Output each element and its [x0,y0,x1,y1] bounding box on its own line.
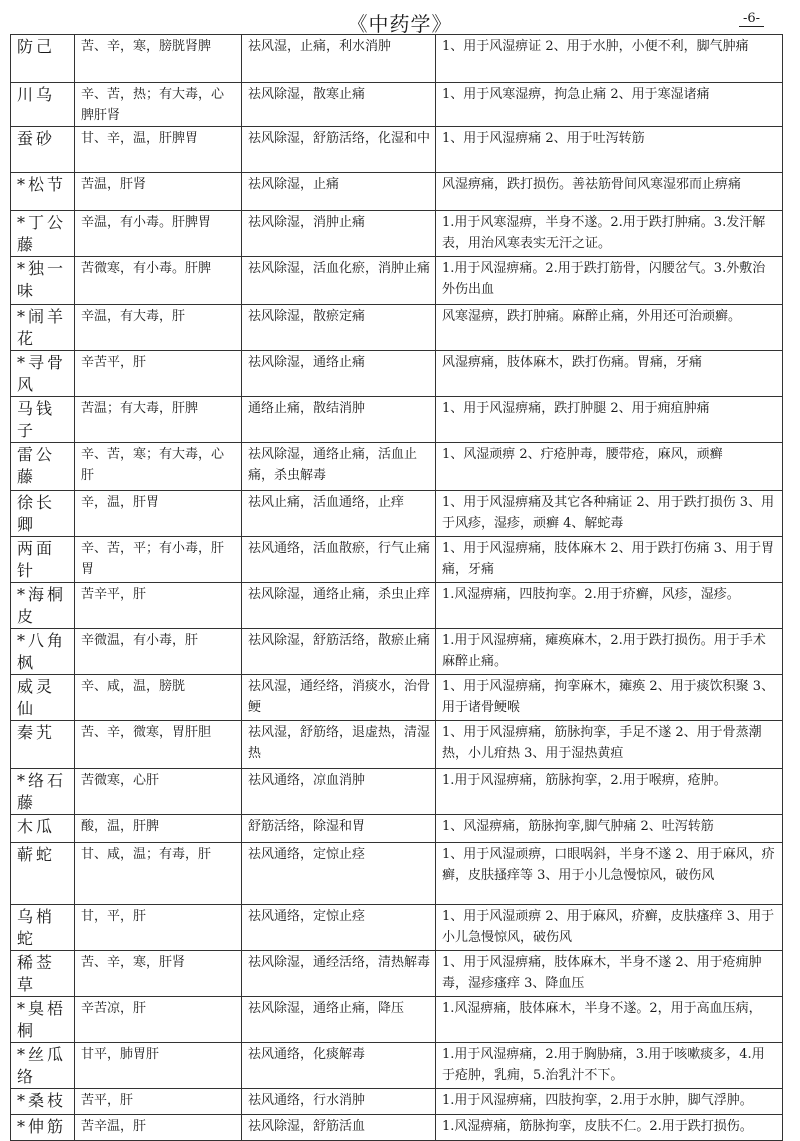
herb-function: 祛风通络，定惊止痉 [242,905,436,951]
herb-property: 苦辛温，肝 [75,1115,242,1141]
herb-usage: 1、用于风湿痹证 2、用于水肿，小便不利，脚气肿痛 [436,35,783,83]
table-row [11,1089,783,1115]
herb-function: 祛风除湿，通络止痛 [242,351,436,397]
table-row [11,675,783,721]
herb-function: 祛风除湿，通经活络，清热解毒 [242,951,436,997]
herb-name: *丝瓜络 [11,1043,75,1089]
herb-name: 马钱子 [11,397,75,443]
herb-usage: 1、用于风湿痹痛，筋脉拘挛，手足不遂 2、用于骨蒸潮热，小儿疳热 3、用于湿热黄疸 [436,721,783,769]
herb-function: 祛风通络，定惊止痉 [242,843,436,905]
herb-function: 祛风通络，凉血消肿 [242,769,436,815]
herb-function: 通络止痛，散结消肿 [242,397,436,443]
herb-name: 防己 [11,35,75,83]
herb-usage: 1.用于风湿痹痛，筋脉拘挛，2.用于喉痹，疮肿。 [436,769,783,815]
herb-usage: 1.用于风湿痹痛，四肢拘挛，2.用于水肿，脚气浮肿。 [436,1089,783,1115]
herb-table [10,34,783,1141]
table-row [11,257,783,305]
herb-function: 祛风湿，舒筋络，退虚热，清湿热 [242,721,436,769]
herb-function: 舒筋活络，除湿和胃 [242,815,436,843]
table-row [11,211,783,257]
herb-usage: 风湿痹痛，肢体麻木，跌打伤痛。胃痛，牙痛 [436,351,783,397]
herb-name: *闹羊花 [11,305,75,351]
herb-name: 秦艽 [11,721,75,769]
herb-name: 木瓜 [11,815,75,843]
herb-usage: 1.用于风寒湿痹，半身不遂。2.用于跌打肿痛。3.发汗解表，用治风寒表实无汗之证。 [436,211,783,257]
table-row [11,127,783,173]
herb-function: 祛风通络，化痰解毒 [242,1043,436,1089]
herb-usage: 1.用于风湿痹痛。2.用于跌打筋骨，闪腰岔气。3.外敷治外伤出血 [436,257,783,305]
herb-name: 雷公藤 [11,443,75,491]
herb-function: 祛风除湿，通络止痛，活血止痛，杀虫解毒 [242,443,436,491]
herb-name: 徐长卿 [11,491,75,537]
herb-name: 蕲蛇 [11,843,75,905]
table-row [11,305,783,351]
herb-function: 祛风除湿，止痛 [242,173,436,211]
herb-function: 祛风通络，活血散瘀，行气止痛 [242,537,436,583]
herb-function: 祛风湿，止痛，利水消肿 [242,35,436,83]
herb-usage: 1.用于风湿痹痛，2.用于胸胁痛，3.用于咳嗽痰多，4.用于疮肿，乳痈，5.治乳汁不下。 [436,1043,783,1089]
herb-name: *八角枫 [11,629,75,675]
herb-property: 甘，平，肝 [75,905,242,951]
herb-usage: 1、风湿痹痛，筋脉拘挛,脚气肿痛 2、吐泻转筋 [436,815,783,843]
herb-property: 辛微温，有小毒，肝 [75,629,242,675]
herb-usage: 1.风湿痹痛，肢体麻木，半身不遂。2，用于高血压病， [436,997,783,1043]
table-row [11,721,783,769]
table-row [11,905,783,951]
herb-name: 川乌 [11,83,75,127]
herb-property: 辛、苦，寒；有大毒，心肝 [75,443,242,491]
herb-property: 酸，温，肝脾 [75,815,242,843]
herb-property: 苦微寒，心肝 [75,769,242,815]
herb-function: 祛风湿，通经络，消痰水，治骨鲠 [242,675,436,721]
herb-usage: 1、用于风湿痹痛，肢体麻木，半身不遂 2、用于疮痈肿毒，湿疹瘙痒 3、降血压 [436,951,783,997]
herb-function: 祛风除湿，散瘀定痛 [242,305,436,351]
herb-property: 甘、辛，温，肝脾胃 [75,127,242,173]
herb-property: 辛苦凉，肝 [75,997,242,1043]
herb-property: 辛温，有大毒，肝 [75,305,242,351]
herb-property: 辛苦平，肝 [75,351,242,397]
herb-usage: 1、用于风湿痹痛，拘挛麻木，瘫痪 2、用于痰饮积聚 3、用于诸骨鲠喉 [436,675,783,721]
herb-usage: 1、用于风湿痹痛，肢体麻木 2、用于跌打伤痛 3、用于胃痛，牙痛 [436,537,783,583]
herb-function: 祛风通络，行水消肿 [242,1089,436,1115]
herb-usage: 1、用于风寒湿痹，拘急止痛 2、用于寒湿诸痛 [436,83,783,127]
herb-function: 祛风止痛，活血通络，止痒 [242,491,436,537]
herb-property: 苦微寒，有小毒。肝脾 [75,257,242,305]
herb-usage: 风寒湿痹，跌打肿痛。麻醉止痛，外用还可治顽癣。 [436,305,783,351]
herb-name: *臭梧桐 [11,997,75,1043]
table-row [11,397,783,443]
herb-table-body [11,35,783,1141]
herb-property: 苦、辛，微寒，胃肝胆 [75,721,242,769]
herb-function: 祛风除湿，舒筋活络，化湿和中 [242,127,436,173]
herb-property: 苦、辛，寒，膀胱肾脾 [75,35,242,83]
herb-property: 苦温，肝肾 [75,173,242,211]
table-row [11,997,783,1043]
table-row [11,1043,783,1089]
table-row [11,491,783,537]
herb-property: 苦温；有大毒，肝脾 [75,397,242,443]
herb-name: *松节 [11,173,75,211]
herb-usage: 1、用于风湿顽痹 2、用于麻风，疥癣，皮肤瘙痒 3、用于小儿急慢惊风，破伤风 [436,905,783,951]
herb-name: 威灵仙 [11,675,75,721]
herb-name: 两面针 [11,537,75,583]
herb-property: 苦、辛，寒，肝肾 [75,951,242,997]
herb-function: 祛风除湿，舒筋活血 [242,1115,436,1141]
page-number: -6- [739,12,764,27]
herb-name: 稀莶草 [11,951,75,997]
page-header [0,4,800,34]
herb-name: *海桐皮 [11,583,75,629]
table-row [11,951,783,997]
herb-function: 祛风除湿，通络止痛，降压 [242,997,436,1043]
table-row [11,843,783,905]
herb-name: *桑枝 [11,1089,75,1115]
herb-usage: 1.用于风湿痹痛，瘫痪麻木，2.用于跌打损伤。用于手术麻醉止痛。 [436,629,783,675]
herb-usage: 1、用于风湿痹痛，跌打肿腿 2、用于痈疽肿痛 [436,397,783,443]
herb-usage: 1、风湿顽痹 2、疔疮肿毒，腰带疮，麻风，顽癣 [436,443,783,491]
herb-name: 蚕砂 [11,127,75,173]
table-row [11,83,783,127]
herb-name: 乌梢蛇 [11,905,75,951]
herb-usage: 风湿痹痛，跌打损伤。善祛筋骨间风寒湿邪而止痹痛 [436,173,783,211]
table-row [11,443,783,491]
herb-property: 苦辛平，肝 [75,583,242,629]
herb-function: 祛风除湿，通络止痛，杀虫止痒 [242,583,436,629]
herb-usage: 1、用于风湿痹痛 2、用于吐泻转筋 [436,127,783,173]
table-row [11,1115,783,1141]
herb-function: 祛风除湿，活血化瘀，消肿止痛 [242,257,436,305]
table-row [11,537,783,583]
herb-property: 甘、咸，温；有毒，肝 [75,843,242,905]
herb-property: 辛温，有小毒。肝脾胃 [75,211,242,257]
herb-name: *丁公藤 [11,211,75,257]
table-row [11,815,783,843]
page-title: 《中药学》 [347,12,453,36]
herb-usage: 1.风湿痹痛，筋脉拘挛，皮肤不仁。2.用于跌打损伤。 [436,1115,783,1141]
herb-property: 甘平，肺胃肝 [75,1043,242,1089]
herb-usage: 1.风湿痹痛，四肢拘挛。2.用于疥癣，风疹，湿疹。 [436,583,783,629]
herb-function: 祛风除湿，散寒止痛 [242,83,436,127]
herb-name: *寻骨风 [11,351,75,397]
table-row [11,769,783,815]
herb-name: *伸筋 [11,1115,75,1141]
table-row [11,173,783,211]
herb-property: 辛、咸，温，膀胱 [75,675,242,721]
herb-usage: 1、用于风湿痹痛及其它各种痛证 2、用于跌打损伤 3、用于风疹，湿疹，顽癣 4、解蛇毒 [436,491,783,537]
herb-name: *独一味 [11,257,75,305]
herb-property: 辛，温，肝胃 [75,491,242,537]
herb-function: 祛风除湿，舒筋活络，散瘀止痛 [242,629,436,675]
herb-name: *络石藤 [11,769,75,815]
herb-property: 辛、苦，热；有大毒，心脾肝肾 [75,83,242,127]
herb-usage: 1、用于风湿顽痹，口眼㖞斜，半身不遂 2、用于麻风，疥癣，皮肤搔痒等 3、用于小儿急慢惊风，破伤风 [436,843,783,905]
herb-property: 辛、苦，平；有小毒，肝胃 [75,537,242,583]
table-row [11,351,783,397]
table-row [11,35,783,83]
herb-property: 苦平，肝 [75,1089,242,1115]
table-row [11,629,783,675]
herb-function: 祛风除湿，消肿止痛 [242,211,436,257]
table-row [11,583,783,629]
